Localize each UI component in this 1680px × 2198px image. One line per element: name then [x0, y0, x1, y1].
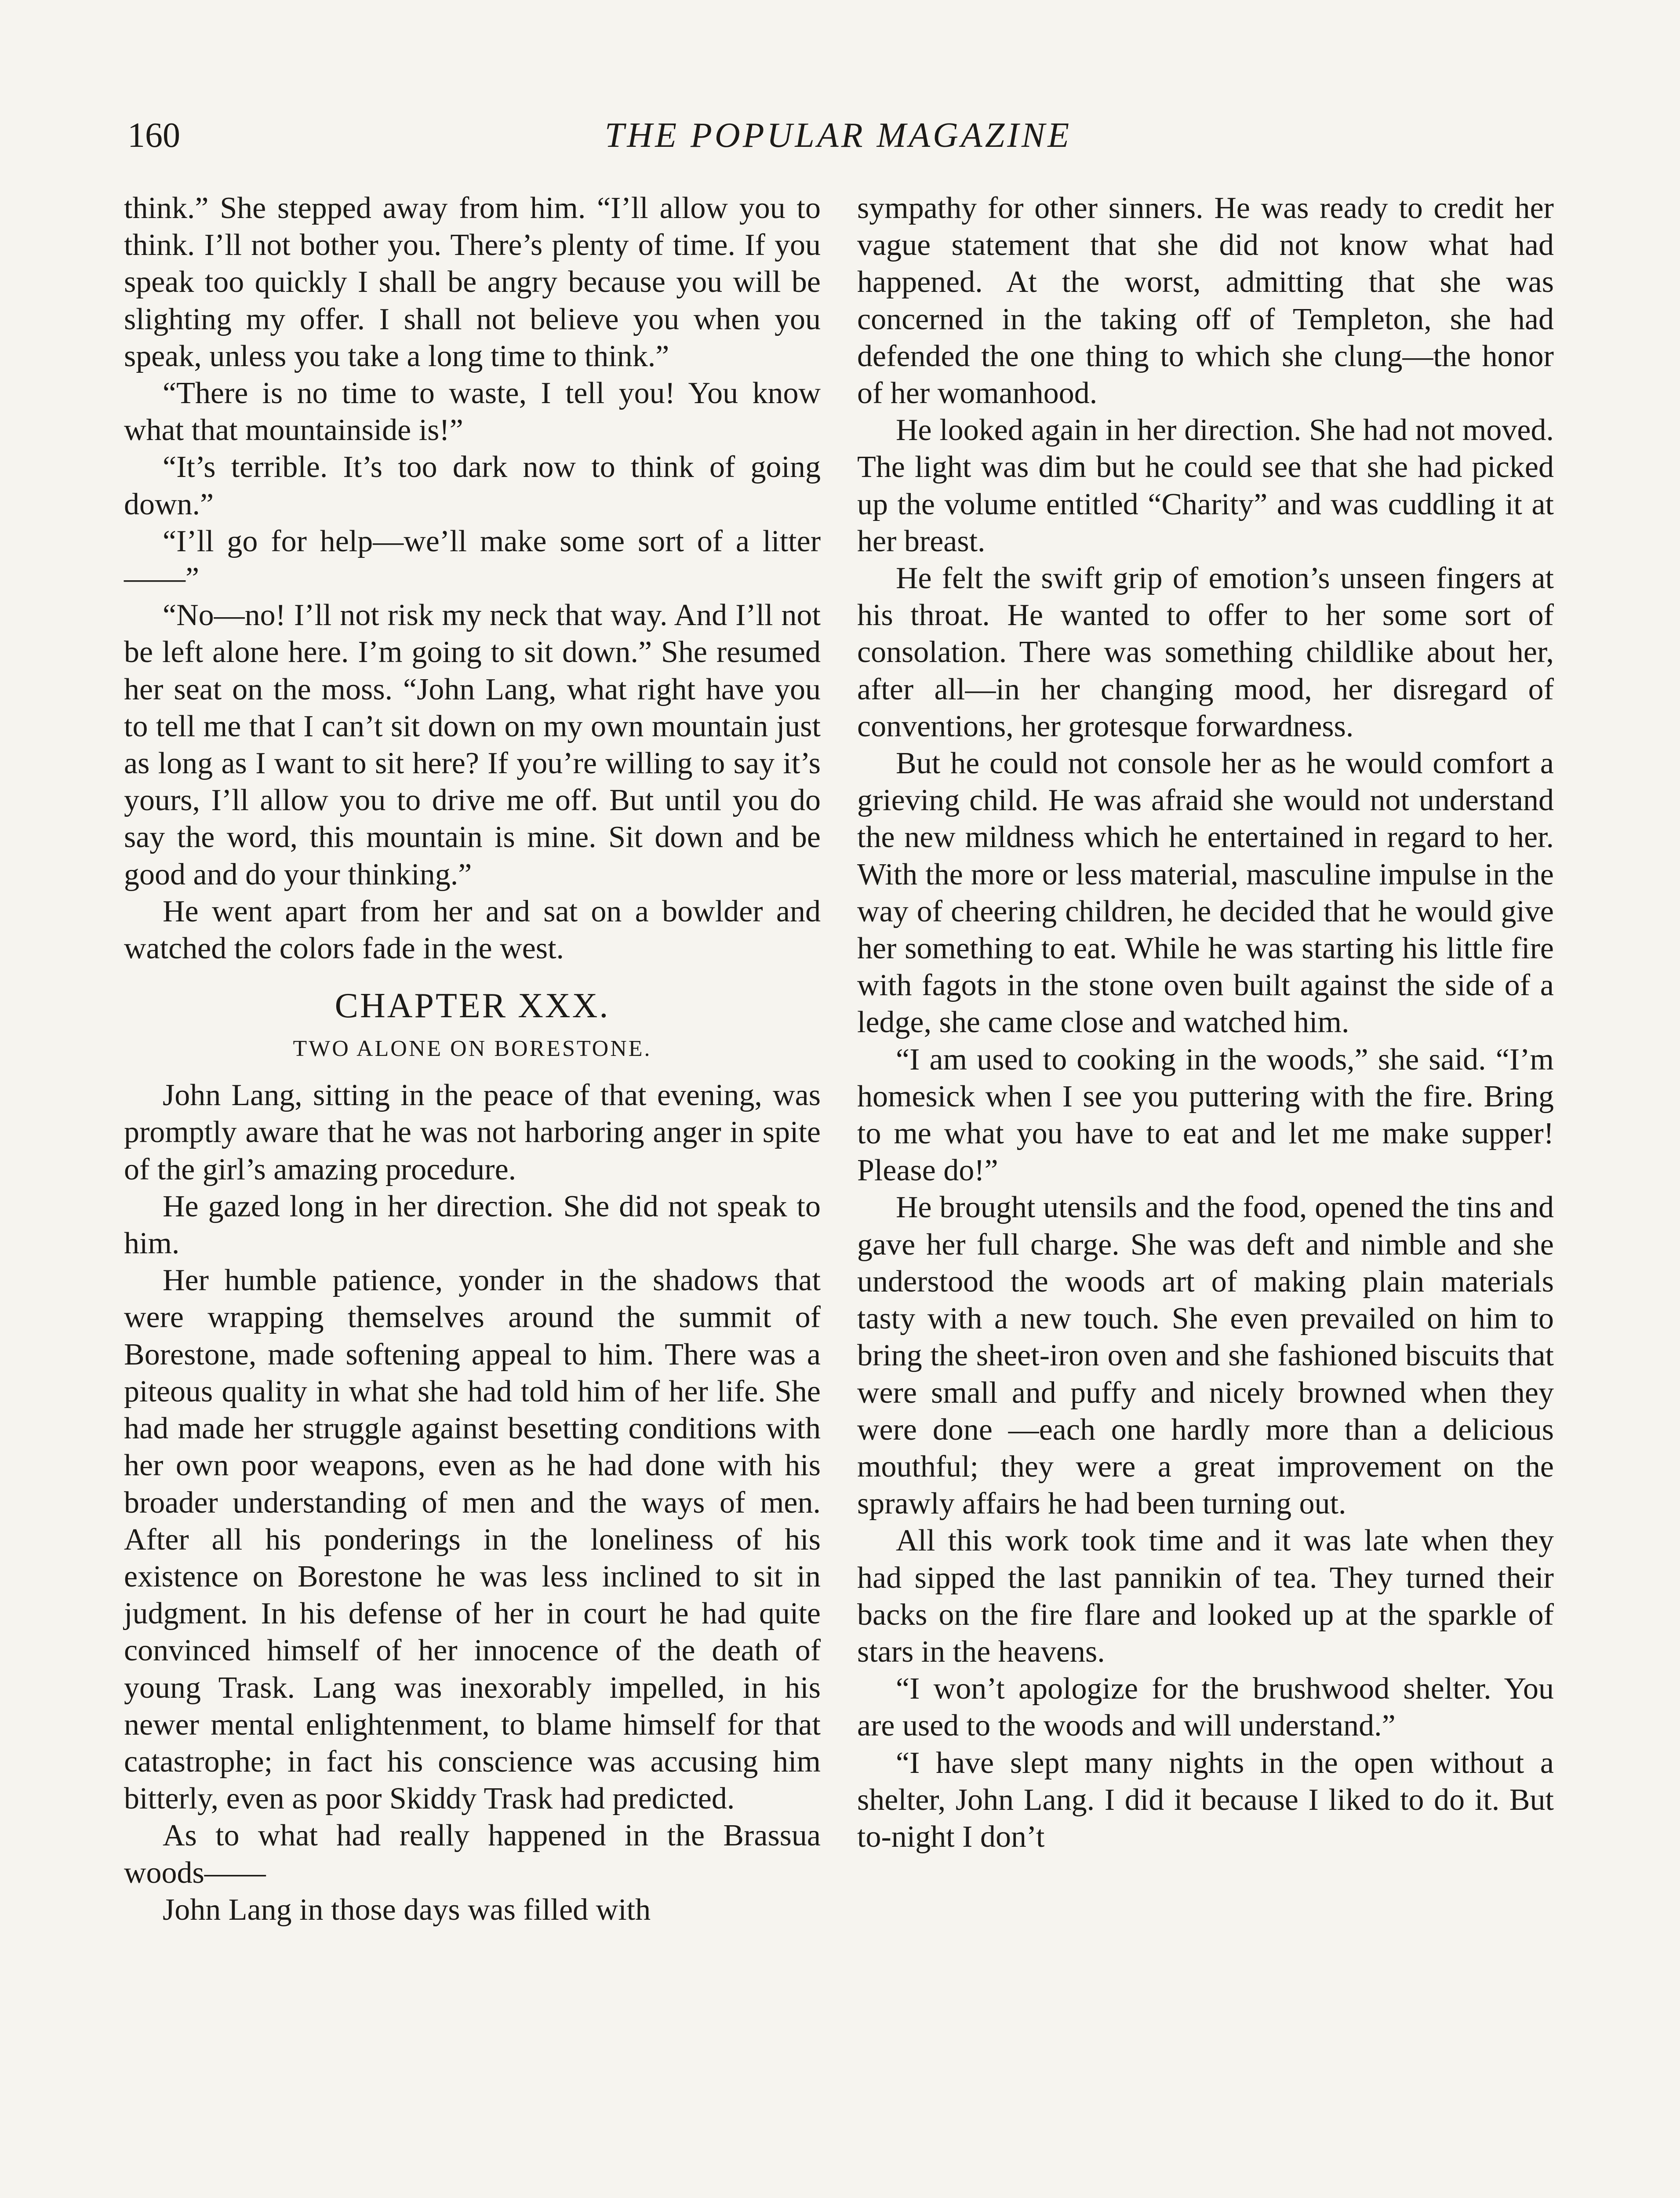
page-number: 160 [127, 116, 180, 155]
paragraph: As to what had really happened in the Brassua woods—— [124, 1819, 821, 1890]
paragraph: “I’ll go for help—we’ll make some sort of a litter——” [124, 524, 821, 596]
chapter-heading: CHAPTER XXX. [335, 986, 610, 1026]
paragraph: “I am used to cooking in the woods,” she said. “I’m homesick when I see you puttering with the fire. Bring to me what you have to eat and let me make supper! Please do!” [857, 1042, 1554, 1188]
paragraph: sympathy for other sinners. He was ready to credit her vague statement that she did not know what had happened. At the worst, admitting that she was concerned in the taking off of Templeton, she had defended the one thing to which she clung—the honor of her womanhood. [857, 191, 1554, 411]
paragraph: He felt the swift grip of emotion’s unseen fingers at his throat. He wanted to offer to her some sort of consolation. There was something childlike about her, after all—in her changing mood, her disregard of conventions, her grotesque forwardness. [857, 561, 1554, 743]
paragraph: “I have slept many nights in the open without a shelter, John Lang. I did it because I liked to do it. But to-night I don’t [857, 1746, 1554, 1854]
paragraph: think.” She stepped away from him. “I’ll allow you to think. I’ll not bother you. There’s plenty of time. If you speak too quickly I shall be angry because you will be slighting my offer. I shall not believe you when you speak, unless you take a long time to think.” [124, 191, 821, 373]
paragraph: Her humble patience, yonder in the shadows that were wrapping themselves around the summit of Borestone, made softening appeal to him. There was a piteous quality in what she had told him of her life. She had made her struggle against besetting conditions with her own poor weapons, even as he had done with his broader understanding of men and the ways of men. After all his ponderings in the loneliness of his existence on Borestone he was less inclined to sit in judgment. In his defense of her in court he had quite convinced himself of her innocence of the death of young Trask. Lang was inexorably impelled, in his newer mental enlightenment, to blame himself for that catastrophe; in fact his conscience was accusing him bitterly, even as poor Skiddy Trask had predicted. [124, 1263, 821, 1816]
paragraph: John Lang in those days was filled with [163, 1892, 651, 1927]
paragraph: “No—no! I’ll not risk my neck that way. And I’ll not be left alone here. I’m going to sit down.” She resumed her seat on the moss. “John Lang, what right have you to tell me that I can’t sit down on my own mountain just as long as I want to sit here? If you’re willing to say it’s yours, I’ll allow you to drive me off. But until you do say the word, this mountain is mine. Sit down and be good and do your thinking.” [124, 598, 821, 892]
running-title: THE POPULAR MAGAZINE [604, 116, 1072, 155]
paragraph: John Lang, sitting in the peace of that evening, was promptly aware that he was not harboring anger in spite of the girl’s amazing procedure. [124, 1078, 821, 1186]
page-header [124, 109, 1553, 162]
right-column [857, 190, 1554, 1856]
paragraph: “There is no time to waste, I tell you! You know what that mountainside is!” [124, 376, 821, 448]
paragraph: He looked again in her direction. She had not moved. The light was dim but he could see that she had picked up the volume entitled “Charity” and was cuddling it at her breast. [857, 413, 1554, 558]
paragraph: He gazed long in her direction. She did not speak to him. [124, 1189, 821, 1261]
paragraph: “It’s terrible. It’s too dark now to think of going down.” [124, 450, 821, 521]
left-column [124, 190, 821, 1929]
paragraph: “I won’t apologize for the brushwood shelter. You are used to the woods and will understand.” [857, 1672, 1554, 1743]
chapter-subtitle: TWO ALONE ON BORESTONE. [293, 1036, 652, 1062]
paragraph: But he could not console her as he would comfort a grieving child. He was afraid she would not understand the new mildness which he entertained in regard to her. With the more or less material, masculine impulse in the way of cheering children, he decided that he would give her something to eat. While he was starting his little fire with fagots in the stone oven built against the side of a ledge, she came close and watched him. [857, 746, 1554, 1040]
paragraph: All this work took time and it was late when they had sipped the last pannikin of tea. They turned their backs on the fire flare and looked up at the sparkle of stars in the heavens. [857, 1524, 1554, 1669]
paragraph: He brought utensils and the food, opened the tins and gave her full charge. She was deft and nimble and she understood the woods art of making plain materials tasty with a new touch. She even prevailed on him to bring the sheet-iron oven and she fashioned biscuits that were small and puffy and nicely browned when they were done —each one hardly more than a delicious mouthful; they were a great improvement on the sprawly affairs he had been turning out. [857, 1190, 1554, 1521]
paragraph: He went apart from her and sat on a bowlder and watched the colors fade in the west. [124, 894, 821, 966]
